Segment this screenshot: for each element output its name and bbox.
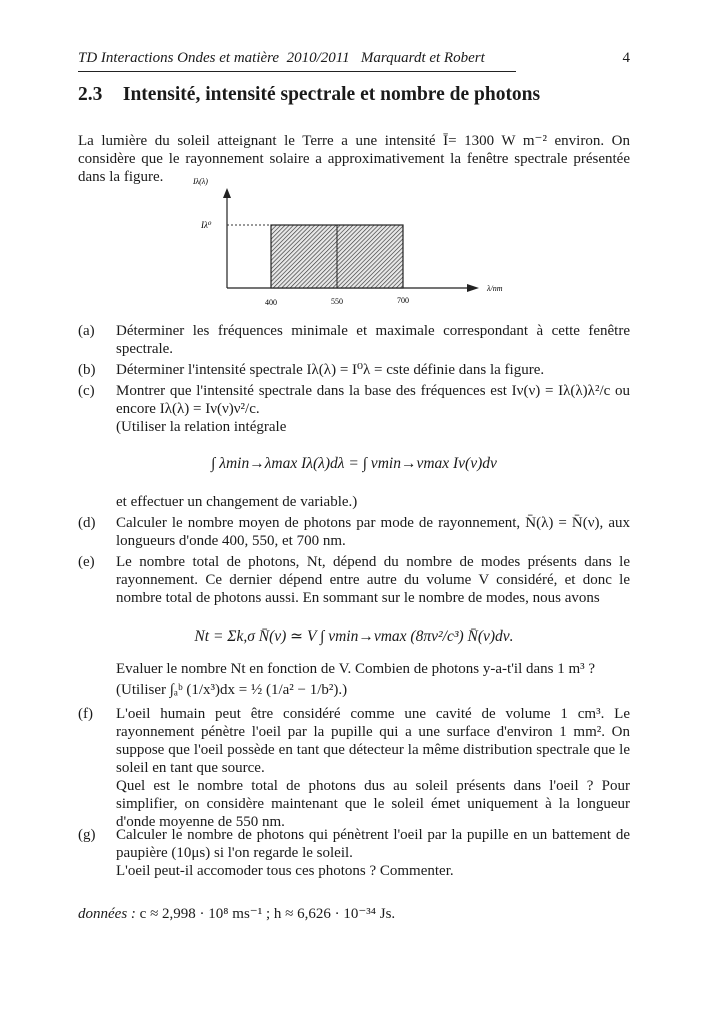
item-label: (g) <box>78 827 96 843</box>
question-c <box>78 382 630 436</box>
item-label: (b) <box>78 362 96 378</box>
item-text: L'oeil peut-il accomoder tous ces photons ? Commenter. <box>116 863 454 879</box>
x-axis-label: λ/nm <box>487 284 503 293</box>
item-text: Evaluer le nombre Nt en fonction de V. Combien de photons y-a-t'il dans 1 m³ ? <box>116 661 596 677</box>
item-text: Déterminer l'intensité spectrale Iλ(λ) = I⁰λ = cste définie dans la figure. <box>116 362 545 378</box>
y-axis-label: Iλ(λ) <box>193 177 208 186</box>
section-title: Intensité, intensité spectrale et nombre de photons <box>122 84 541 105</box>
item-text: L'oeil humain peut être considéré comme une cavité de volume 1 cm³. Le rayonnement pénètre l'oeil par la pupille qui a une surface d'environ 1 mm². On suppose que l'oeil possède en tant que détecteur la même distribution spectrale que le soleil en tant que source. <box>116 706 630 776</box>
photon-count-equation: Nt = Σk,σ N̄(ν) ≃ V ∫ νmin→νmax (8πν²/c³) N̄(ν)dν. <box>194 628 514 645</box>
tick-label-550: 550 <box>331 297 343 306</box>
item-text: Déterminer les fréquences minimale et maximale correspondant à cette fenêtre spectrale. <box>116 323 630 357</box>
question-b <box>78 361 630 379</box>
level-label: Iλ⁰ <box>201 220 212 230</box>
tick-label-400: 400 <box>265 298 277 307</box>
section-number: 2.3 <box>78 84 103 105</box>
question-e <box>78 553 630 607</box>
item-label: (f) <box>78 706 93 722</box>
item-text: (Utiliser la relation intégrale <box>116 419 287 435</box>
item-label: (e) <box>78 554 95 570</box>
header-text: TD Interactions Ondes et matière 2010/2011 Marquardt et Robert <box>78 50 485 66</box>
item-label: (c) <box>78 383 95 399</box>
item-text: Montrer que l'intensité spectrale dans la base des fréquences est Iν(ν) = Iλ(λ)λ²/c ou encore Iλ(λ) = Iν(ν)ν²/c. <box>116 383 630 417</box>
tick-label-700: 700 <box>397 296 409 305</box>
item-label: (a) <box>78 323 95 339</box>
y-axis-arrow <box>223 188 231 198</box>
item-text: et effectuer un changement de variable.) <box>116 494 358 510</box>
integral-relation-equation: ∫ λmin→λmax Iλ(λ)dλ = ∫ νmin→νmax Iν(ν)dν <box>211 455 497 472</box>
question-c-continued <box>78 493 630 511</box>
intro-paragraph: La lumière du soleil atteignant le Terre a une intensité Ī= 1300 W m⁻² environ. On considère que le rayonnement solaire a approximativement la fenêtre spectrale présentée dans la figure. <box>78 133 630 185</box>
question-d <box>78 514 630 550</box>
item-text: (Utiliser ∫ₐᵇ (1/x³)dx = ½ (1/a² − 1/b²).) <box>116 682 348 698</box>
spectral-window-figure <box>185 172 515 312</box>
constants-values: c ≈ 2,998 · 10⁸ ms⁻¹ ; h ≈ 6,626 · 10⁻³⁴ Js. <box>139 906 396 922</box>
question-g <box>78 826 630 880</box>
question-e-continued <box>78 660 630 699</box>
section-heading <box>78 84 540 106</box>
item-text: Quel est le nombre total de photons dus au soleil présents dans l'oeil ? Pour simplifier, on considère maintenant que le soleil émet uniquement à la longueur d'onde moyenne de 550 nm. <box>116 778 630 830</box>
header-rule <box>78 71 516 72</box>
constants-label: données : <box>78 906 136 922</box>
constants-line <box>78 904 395 923</box>
item-text: Le nombre total de photons, Nt, dépend du nombre de modes présents dans le rayonnement. Ce dernier dépend entre autre du volume V considéré, et donc le nombre total de photons aussi. En sommant sur le nombre de modes, nous avons <box>116 554 630 606</box>
x-axis-arrow <box>467 284 479 292</box>
item-label: (d) <box>78 515 96 531</box>
question-f <box>78 705 630 831</box>
item-text: Calculer le nombre de photons qui pénètrent l'oeil par la pupille en un battement de paupière (10μs) si l'on regarde le soleil. <box>116 827 630 861</box>
running-header <box>78 50 630 67</box>
page-number: 4 <box>622 50 630 66</box>
item-text: Calculer le nombre moyen de photons par mode de rayonnement, N̄(λ) = N̄(ν), aux longueurs d'onde 400, 550, et 700 nm. <box>116 515 630 549</box>
question-a <box>78 322 630 358</box>
